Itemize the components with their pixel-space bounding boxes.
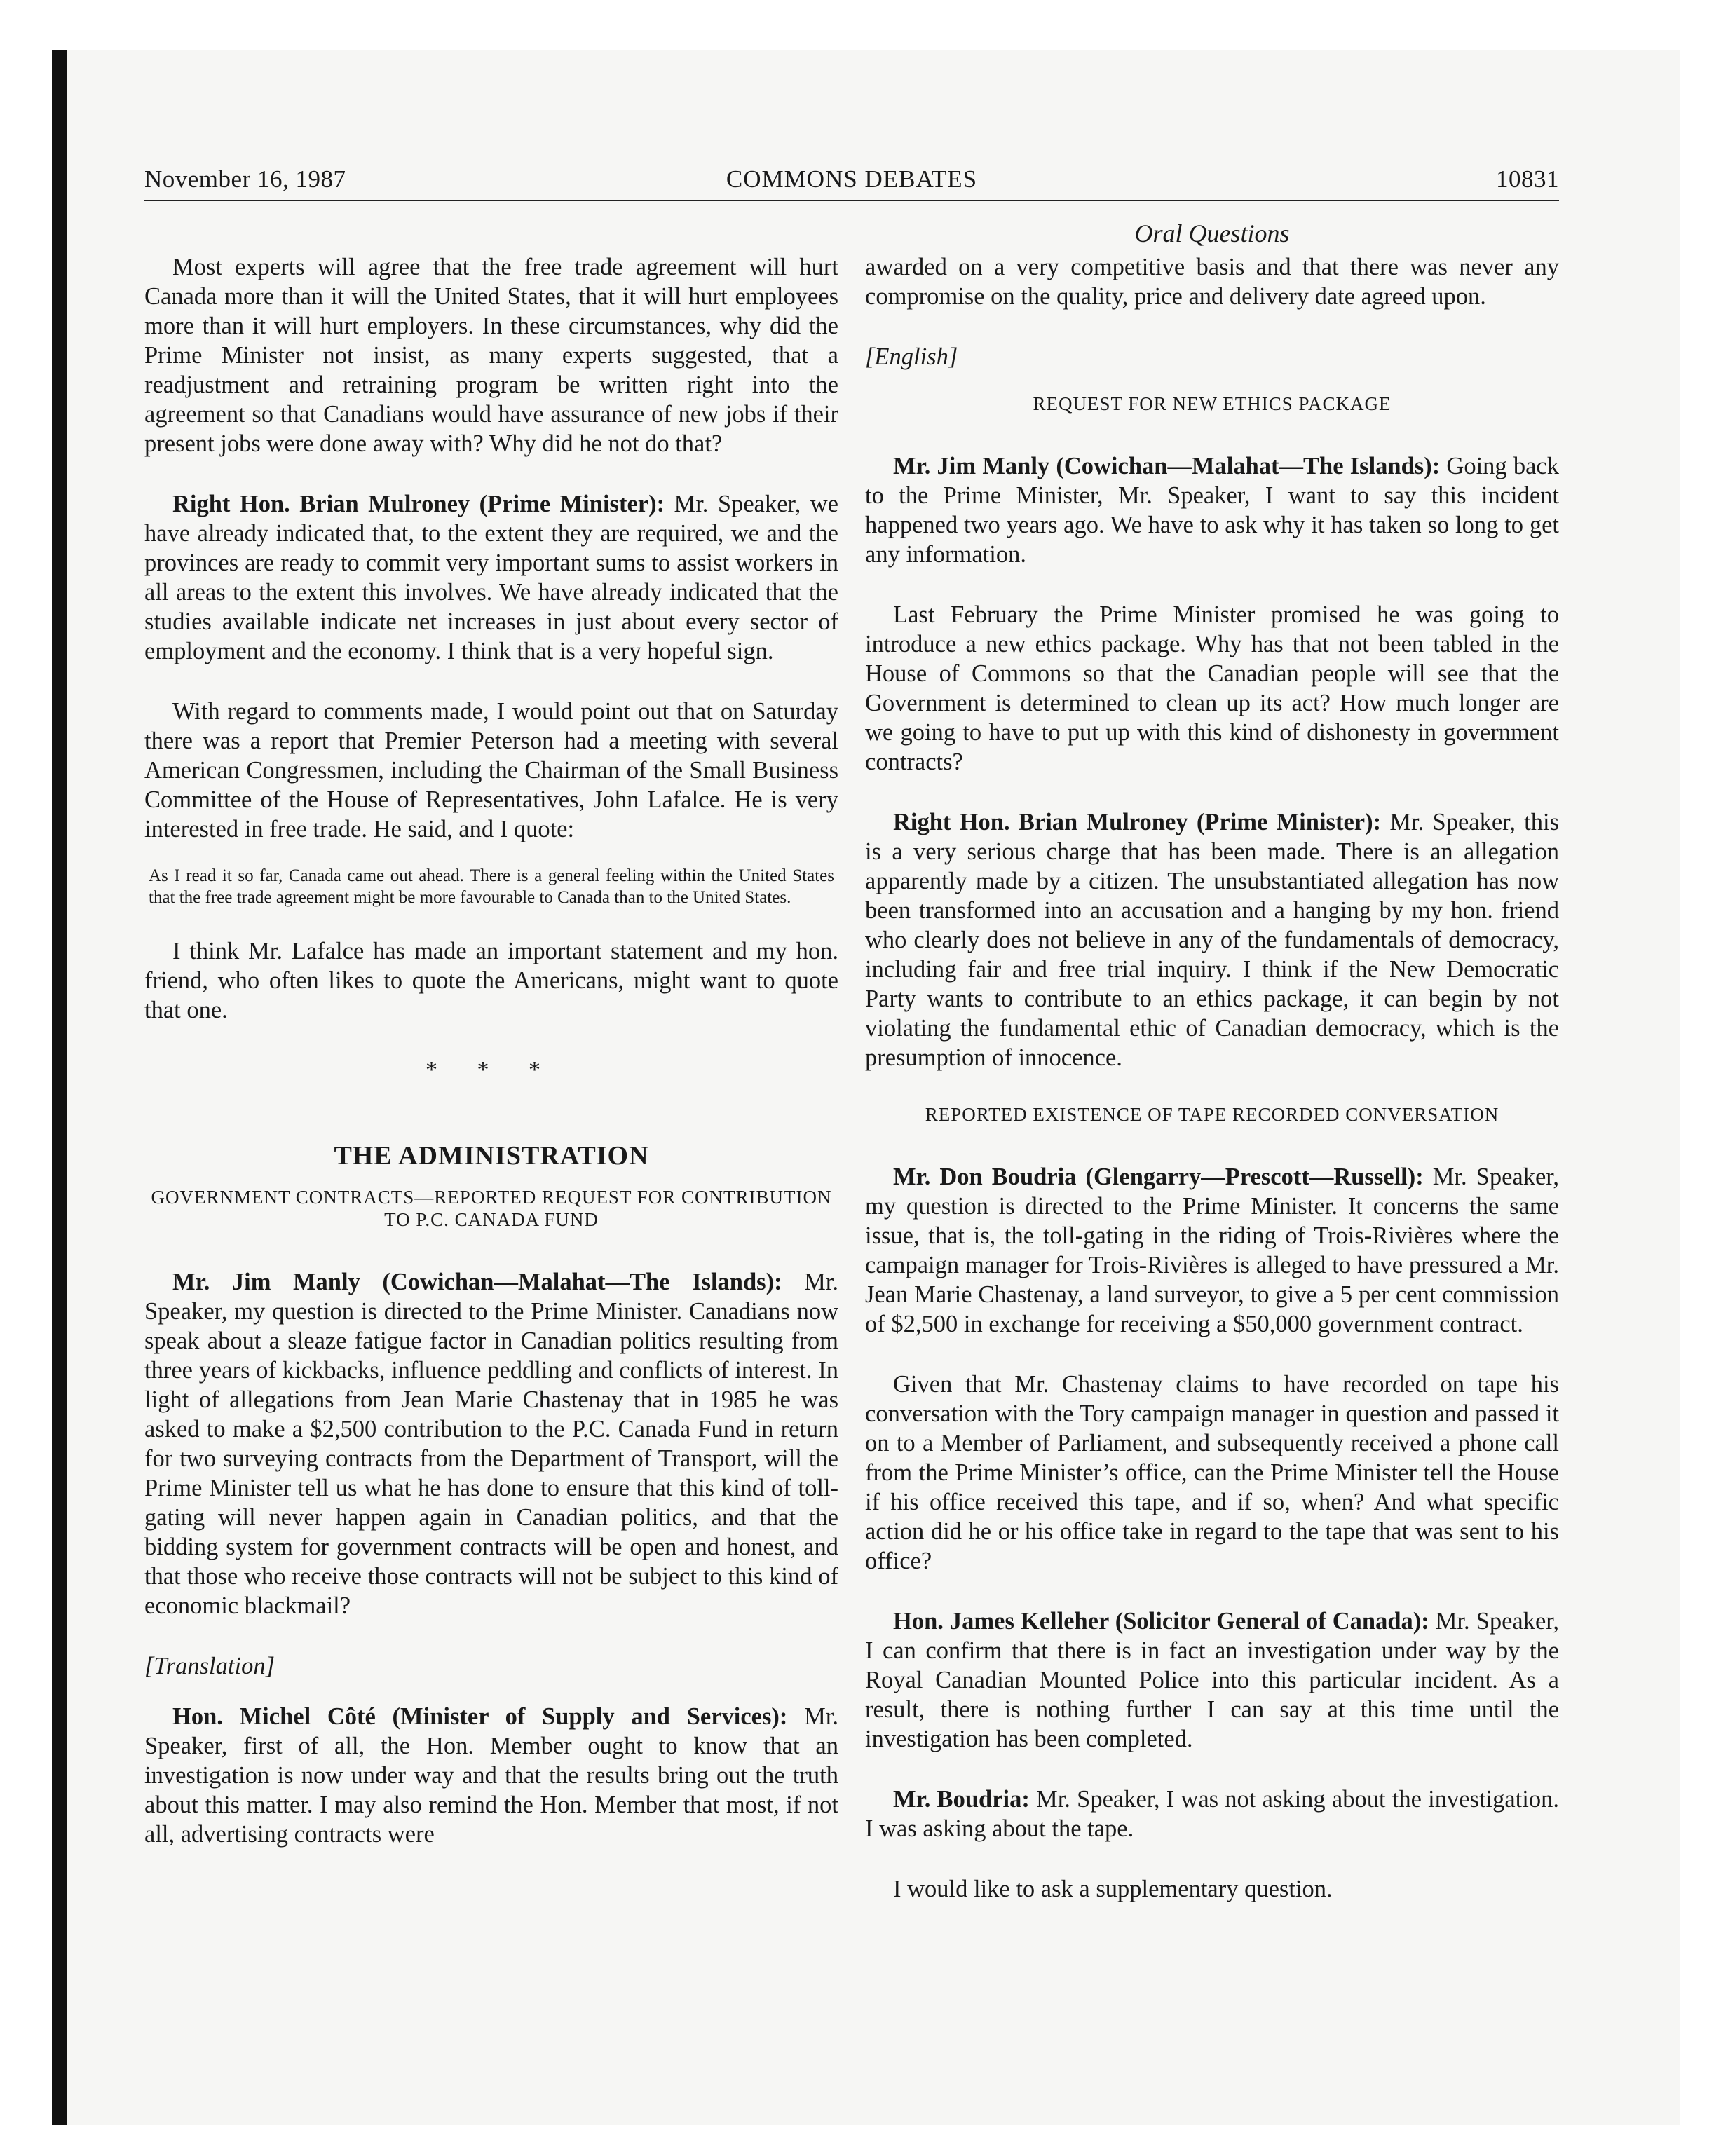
header-rule <box>144 200 1559 201</box>
speech-text: Mr. Speaker, first of all, the Hon. Member ought to know that an investigation is now under way and that the results bring out the truth about this matter. I may also remind the Hon. Member that most, if not all, advertising contracts were <box>144 1703 838 1848</box>
speaker-name: Mr. Don Boudria (Glengarry—Prescott—Russell): <box>893 1164 1424 1190</box>
speaker-name: Right Hon. Brian Mulroney (Prime Minister): <box>172 491 665 517</box>
speech-text: Mr. Speaker, this is a very serious charge that has been made. There is an allegation apparently made by a citizen. The unsubstantiated allegation has now been transformed into an accusation and a hanging by my hon. friend who clearly does not believe in any of the fundamentals of democracy, including fair and free trial inquiry. I think if the New Democratic Party wants to contribute to an ethics package, it can begin by not violating the fundamental ethic of Canadian democracy, which is the presumption of innocence. <box>865 809 1559 1071</box>
speaker-name: Mr. Jim Manly (Cowichan—Malahat—The Islands): <box>172 1269 782 1295</box>
subheading: GOVERNMENT CONTRACTS—REPORTED REQUEST FOR CONTRIBUTION TO P.C. CANADA FUND <box>151 1187 832 1230</box>
speech-text: Mr. Speaker, we have already indicated that, to the extent they are required, we and the provinces are ready to commit very important sums to assist workers in all areas to the extent this involves. We have already indicated that the studies available indicate net increases in just about every sector of employment and the economy. I think that is a very hopeful sign. <box>144 491 838 664</box>
speaker-name: Hon. James Kelleher (Solicitor General of Canada): <box>893 1608 1429 1635</box>
subheading: REPORTED EXISTENCE OF TAPE RECORDED CONVERSATION <box>925 1104 1499 1125</box>
left-column <box>144 252 838 1880</box>
speech-text: Going back to the Prime Minister, Mr. Speaker, I want to say this incident happened two years ago. We have to ask why it has taken so long to get any information. <box>865 453 1559 568</box>
paragraph: Given that Mr. Chastenay claims to have recorded on tape his conversation with the Tory campaign manager in question and passed it on to a Member of Parliament, and subsequently received a phone call from the Prime Minister’s office, can the Prime Minister tell the House if his office received this tape, and if so, when? And what specific action did he or his office take in regard to the tape that was sent to his office? <box>865 1371 1559 1574</box>
section-title: THE ADMINISTRATION <box>334 1141 649 1171</box>
header-title: COMMONS DEBATES <box>726 165 978 193</box>
speech <box>865 807 1559 1072</box>
speaker-name: Mr. Boudria: <box>893 1786 1030 1813</box>
paragraph: awarded on a very competitive basis and that there was never any compromise on the quality, price and delivery date agreed upon. <box>865 254 1559 310</box>
section-separator: * * * <box>426 1057 557 1083</box>
speech-text: Mr. Speaker, my question is directed to the Prime Minister. It concerns the same issue, that is, the toll-gating in the riding of Trois-Rivières where the campaign manager for Trois-Rivières is alleged to have pressured a Mr. Jean Marie Chastenay, a land surveyor, to give a 5 per cent commission of $2,500 in exchange for receiving a $50,000 government contract. <box>865 1164 1560 1337</box>
language-marker: [Translation] <box>144 1653 275 1679</box>
speech <box>865 451 1559 569</box>
speech <box>865 1162 1559 1339</box>
speech-text: Mr. Speaker, I was not asking about the investigation. I was asking about the tape. <box>865 1786 1559 1842</box>
running-head: Oral Questions <box>1134 219 1290 247</box>
paragraph: I would like to ask a supplementary question. <box>893 1876 1333 1902</box>
speech <box>865 1606 1559 1754</box>
header-page-number: 10831 <box>1496 165 1559 193</box>
paragraph: Last February the Prime Minister promised he was going to introduce a new ethics package. Why has that not been tabled in the House of Commons so that the Canadian people will see that the Government is determined to clean up its act? How much longer are we going to have to put up with this kind of dishonesty in government contracts? <box>865 601 1559 775</box>
speech <box>144 1702 838 1849</box>
speech-text: Mr. Speaker, my question is directed to the Prime Minister. Canadians now speak about a sleaze fatigue factor in Canadian politics resulting from three years of kickbacks, influence peddling and conflicts of interest. In light of allegations from Jean Marie Chastenay that in 1985 he was asked to make a $2,500 contribution to the P.C. Canada Fund in return for two surveying contracts from the Department of Transport, will the Prime Minister tell us what he has done to ensure that this kind of toll-gating will never happen again in Canadian politics, and that the bidding system for government contracts will be open and honest, and that those who receive those contracts will not be subject to this kind of economic blackmail? <box>144 1269 838 1619</box>
block-quote: As I read it so far, Canada came out ahead. There is a general feeling within the United States that the free trade agreement might be more favourable to Canada than to the United States. <box>149 866 834 907</box>
speaker-name: Mr. Jim Manly (Cowichan—Malahat—The Islands): <box>893 453 1441 479</box>
language-marker: [English] <box>865 343 958 370</box>
speech <box>144 1267 838 1621</box>
speaker-name: Right Hon. Brian Mulroney (Prime Minister): <box>893 809 1382 835</box>
speech-text: Mr. Speaker, I can confirm that there is in fact an investigation under way by the Royal Canadian Mounted Police into this particular incident. As a result, there is nothing further I can say at this time until the investigation has been completed. <box>865 1608 1560 1752</box>
subheading: REQUEST FOR NEW ETHICS PACKAGE <box>1033 393 1392 414</box>
speaker-name: Hon. Michel Côté (Minister of Supply and Services): <box>172 1703 788 1730</box>
speech <box>865 1785 1559 1843</box>
paragraph: I think Mr. Lafalce has made an important statement and my hon. friend, who often likes to quote the Americans, might want to quote that one. <box>144 938 838 1023</box>
paragraph: With regard to comments made, I would point out that on Saturday there was a report that Premier Peterson had a meeting with several American Congressmen, including the Chairman of the Small Business Committee of the House of Representatives, John Lafalce. He is very interested in free trade. He said, and I quote: <box>144 698 838 842</box>
speech <box>144 489 838 666</box>
right-column <box>865 252 1559 1935</box>
scan-edge <box>52 50 67 2125</box>
paragraph: Most experts will agree that the free trade agreement will hurt Canada more than it will the United States, that it will hurt employees more than it will hurt employers. In these circumstances, why did the Prime Minister not insist, as many experts suggested, that a readjustment and retraining program be written right into the agreement so that Canadians would have assurance of new jobs if their present jobs were done away with? Why did he not do that? <box>144 254 838 457</box>
page-header <box>144 165 1559 198</box>
header-date: November 16, 1987 <box>144 165 346 193</box>
